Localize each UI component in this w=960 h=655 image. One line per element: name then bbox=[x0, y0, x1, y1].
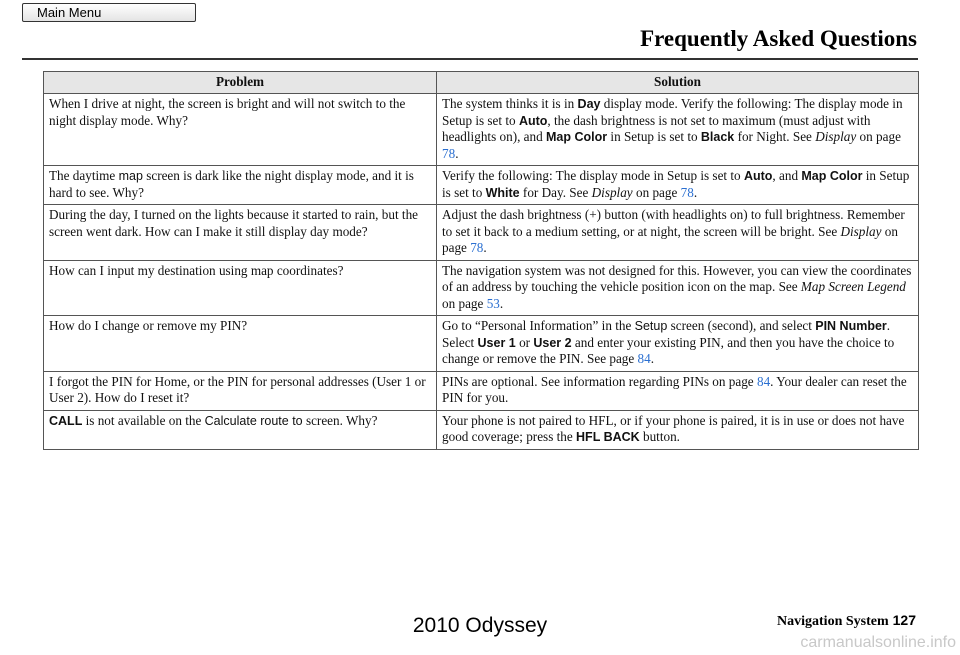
ui-term: User 2 bbox=[533, 335, 572, 350]
ui-term: White bbox=[485, 185, 520, 200]
solution-cell: Your phone is not paired to HFL, or if your phone is paired, it is in use or does not have good coverage; press the HFL BACK button. bbox=[437, 410, 919, 449]
page-title: Frequently Asked Questions bbox=[640, 26, 917, 51]
column-header-problem: Problem bbox=[44, 72, 437, 94]
page-link[interactable]: 78 bbox=[442, 145, 456, 161]
ui-term: User 1 bbox=[477, 335, 516, 350]
problem-cell: CALL is not available on the Calculate route to screen. Why? bbox=[44, 410, 437, 449]
ui-term: HFL BACK bbox=[576, 430, 640, 444]
main-menu-button[interactable]: Main Menu bbox=[22, 3, 196, 22]
ui-term: Black bbox=[700, 130, 735, 144]
table-row bbox=[44, 371, 919, 410]
table-row bbox=[44, 410, 919, 449]
table-row bbox=[44, 94, 919, 166]
page-link[interactable]: 84 bbox=[756, 373, 771, 389]
ui-term: PIN Number bbox=[815, 319, 887, 333]
title-divider bbox=[22, 58, 918, 60]
ui-term: CALL bbox=[49, 413, 83, 428]
ui-term: Day bbox=[577, 97, 601, 111]
page-link[interactable]: 78 bbox=[470, 240, 484, 255]
problem-cell: The daytime map screen is dark like the night display mode, and it is hard to see. Why? bbox=[44, 166, 437, 205]
solution-cell: Go to “Personal Information” in the Setup screen (second), and select PIN Number. Select User 1 or User 2 and enter your existing PIN, and then you have the choice to change or remove the PIN. See page 84. bbox=[437, 316, 919, 372]
section-reference: Display bbox=[815, 129, 857, 144]
ui-term: Map Color bbox=[801, 169, 863, 183]
faq-table bbox=[43, 71, 919, 450]
ui-term: map bbox=[118, 169, 143, 183]
ui-term: Setup bbox=[634, 319, 668, 333]
ui-term: Auto bbox=[743, 169, 773, 183]
solution-cell: The navigation system was not designed for this. However, you can view the coordinates of an address by touching the vehicle position icon on the map. See Map Screen Legend on page 53. bbox=[437, 260, 919, 316]
footer-model-name: 2010 Odyssey bbox=[412, 614, 548, 637]
solution-cell: PINs are optional. See information regarding PINs on page 84. Your dealer can reset the PIN for you. bbox=[437, 371, 919, 410]
problem-cell: How can I input my destination using map coordinates? bbox=[44, 260, 437, 316]
section-reference: Display bbox=[840, 223, 882, 239]
problem-cell: During the day, I turned on the lights because it started to rain, but the screen went dark. How can I make it still display day mode? bbox=[44, 205, 437, 261]
ui-term: Auto bbox=[518, 113, 548, 128]
ui-term: Calculate route to bbox=[204, 413, 303, 428]
solution-cell: The system thinks it is in Day display mode. Verify the following: The display mode in Setup is set to Auto, the dash brightness is not set to maximum (must adjust with headlights on), and Map Color in Setup is set to Black for Night. See Display on page 78. bbox=[437, 94, 919, 166]
problem-cell: I forgot the PIN for Home, or the PIN for personal addresses (User 1 or User 2). How do I reset it? bbox=[44, 371, 437, 410]
problem-cell: When I drive at night, the screen is bright and will not switch to the night display mode. Why? bbox=[44, 94, 437, 166]
page-link[interactable]: 78 bbox=[680, 184, 694, 200]
column-header-solution: Solution bbox=[437, 72, 919, 94]
table-row bbox=[44, 205, 919, 261]
footer-section-label: Navigation System 127 bbox=[777, 612, 916, 629]
watermark: carmanualsonline.info bbox=[800, 634, 956, 651]
section-reference: Display bbox=[591, 184, 633, 200]
problem-cell: How do I change or remove my PIN? bbox=[44, 316, 437, 372]
page-link[interactable]: 84 bbox=[637, 351, 651, 366]
page-link[interactable]: 53 bbox=[486, 295, 500, 311]
section-reference: Map Screen Legend bbox=[800, 279, 906, 294]
solution-cell: Verify the following: The display mode in Setup is set to Auto, and Map Color in Setup is set to White for Day. See Display on page 78. bbox=[437, 166, 919, 205]
table-header-row bbox=[44, 72, 919, 94]
table-row bbox=[44, 260, 919, 316]
ui-term: Map Color bbox=[546, 130, 608, 144]
page-number: 127 bbox=[892, 612, 916, 628]
solution-cell: Adjust the dash brightness (+) button (with headlights on) to full brightness. Remember to set it back to a medium setting, or at night, the screen will be bright. See Display on page 78. bbox=[437, 205, 919, 261]
table-row bbox=[44, 166, 919, 205]
table-row bbox=[44, 316, 919, 372]
